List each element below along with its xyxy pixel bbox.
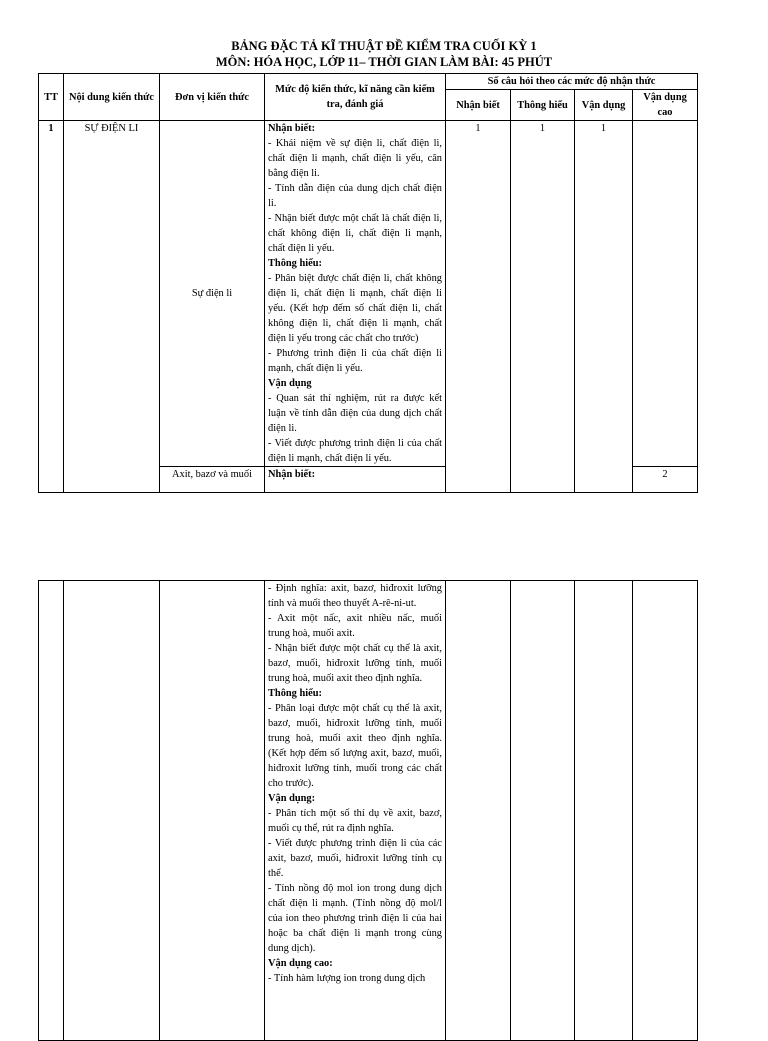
count-nhan-biet: 1 xyxy=(446,121,511,493)
row-tt xyxy=(39,581,64,1041)
level-heading: Vận dụng: xyxy=(268,793,316,804)
level-criterion: - Phân loại được một chất cụ thể là axit, bazơ, muối, hiđroxit lưỡng tính, muối trung hoà, muối axit theo định nghĩa. (Kết hợp đếm số lượng axit, bazơ, muối, hiđroxit lưỡng tính, muối trong các chất cho trước). xyxy=(268,703,442,789)
level-criterion: - Tính hàm lượng ion trong dung dịch xyxy=(268,973,426,984)
row-unit: Axit, bazơ và muối xyxy=(160,467,265,493)
count-thong-hieu xyxy=(511,581,575,1041)
count-van-dung-cao xyxy=(633,581,698,1041)
level-criterion: - Viết được phương trình điện li của chất điện li mạnh, chất điện li yếu. xyxy=(268,438,442,464)
spec-table-continued xyxy=(38,580,698,1041)
count-nhan-biet xyxy=(446,581,511,1041)
level-criterion: - Nhận biết được một chất là chất điện li, chất không điện li, chất điện li mạnh, chất điện li yếu. xyxy=(268,213,442,254)
count-thong-hieu: 1 xyxy=(511,121,575,493)
count-van-dung xyxy=(575,581,633,1041)
spec-table xyxy=(38,73,698,493)
level-criterion: - Axit một nấc, axit nhiều nấc, muối trung hoà, muối axit. xyxy=(268,613,442,639)
document-title: BẢNG ĐẶC TẢ KĨ THUẬT ĐỀ KIỂM TRA CUỐI KỲ 1 xyxy=(231,39,537,53)
level-heading: Vận dụng cao: xyxy=(268,958,333,969)
level-criterion: - Khái niệm về sự điện li, chất điện li, chất điện li mạnh, chất điện li yếu, cân bằng điện li. xyxy=(268,138,442,179)
level-heading: Nhận biết: xyxy=(268,123,316,134)
row-level-detail xyxy=(265,581,446,1041)
row-level-detail xyxy=(265,121,446,467)
level-criterion: - Tính nồng độ mol ion trong dung dịch chất điện li mạnh. (Tính nồng độ mol/l của ion theo phương trình điện li của hai hoặc ba chất điện li mạnh trong cùng dung dịch). xyxy=(268,883,442,954)
level-heading: Thông hiểu: xyxy=(268,258,322,269)
count-van-dung-cao: 2 xyxy=(633,467,698,493)
level-criterion: - Phân biệt được chất điện li, chất không điện li, chất điện li mạnh, chất điện li yếu. (Kết hợp đếm số chất điện li, chất không điện li, chất điện li mạnh, chất điện li yếu trong các chất cho trước) xyxy=(268,273,442,344)
level-criterion: - Viết được phương trình điện li của các axit, bazơ, muối, hiđroxit lưỡng tính cụ thể. xyxy=(268,838,442,879)
level-criterion: - Nhận biết được một chất cụ thể là axit, bazơ, muối, hiđroxit lưỡng tính, muối trung hoà, muối axit theo định nghĩa. xyxy=(268,643,442,684)
col-head-van-dung-cao: Vận dụng cao xyxy=(633,90,698,121)
level-criterion: - Phương trình điện li của chất điện li mạnh, chất điện li yếu. xyxy=(268,348,442,374)
level-criterion: - Quan sát thí nghiệm, rút ra được kết luận về tính dẫn điện của dung dịch chất điện li. xyxy=(268,393,442,434)
count-van-dung-cao xyxy=(633,121,698,467)
level-criterion: - Phân tích một số thí dụ về axit, bazơ, muối cụ thể, rút ra định nghĩa. xyxy=(268,808,442,834)
row-tt: 1 xyxy=(39,121,64,493)
row-content: SỰ ĐIỆN LI xyxy=(64,121,160,493)
col-head-content: Nội dung kiến thức xyxy=(64,74,160,121)
table-row xyxy=(39,581,698,1041)
count-van-dung: 1 xyxy=(575,121,633,493)
col-head-tt: TT xyxy=(39,74,64,121)
level-heading: Vận dụng xyxy=(268,378,312,389)
row-content xyxy=(64,581,160,1041)
level-criterion: - Định nghĩa: axit, bazơ, hiđroxit lưỡng tính và muối theo thuyết A-rê-ni-ut. xyxy=(268,583,442,609)
col-head-level: Mức độ kiến thức, kĩ năng cần kiểm tra, đánh giá xyxy=(265,74,446,121)
level-criterion: - Tính dẫn điện của dung dịch chất điện li. xyxy=(268,183,442,209)
col-head-count-group: Số câu hỏi theo các mức độ nhận thức xyxy=(446,74,698,90)
document-subtitle: MÔN: HÓA HỌC, LỚP 11– THỜI GIAN LÀM BÀI: 45 PHÚT xyxy=(215,55,553,69)
col-head-van-dung: Vận dụng xyxy=(575,90,633,121)
table-row xyxy=(39,121,698,467)
col-head-nhan-biet: Nhận biết xyxy=(446,90,511,121)
row-level-head: Nhận biết: xyxy=(265,467,446,493)
level-heading: Thông hiểu: xyxy=(268,688,322,699)
col-head-thong-hieu: Thông hiểu xyxy=(511,90,575,121)
col-head-unit: Đơn vị kiến thức xyxy=(160,74,265,121)
row-unit: Sự điện li xyxy=(160,121,265,467)
row-unit xyxy=(160,581,265,1041)
